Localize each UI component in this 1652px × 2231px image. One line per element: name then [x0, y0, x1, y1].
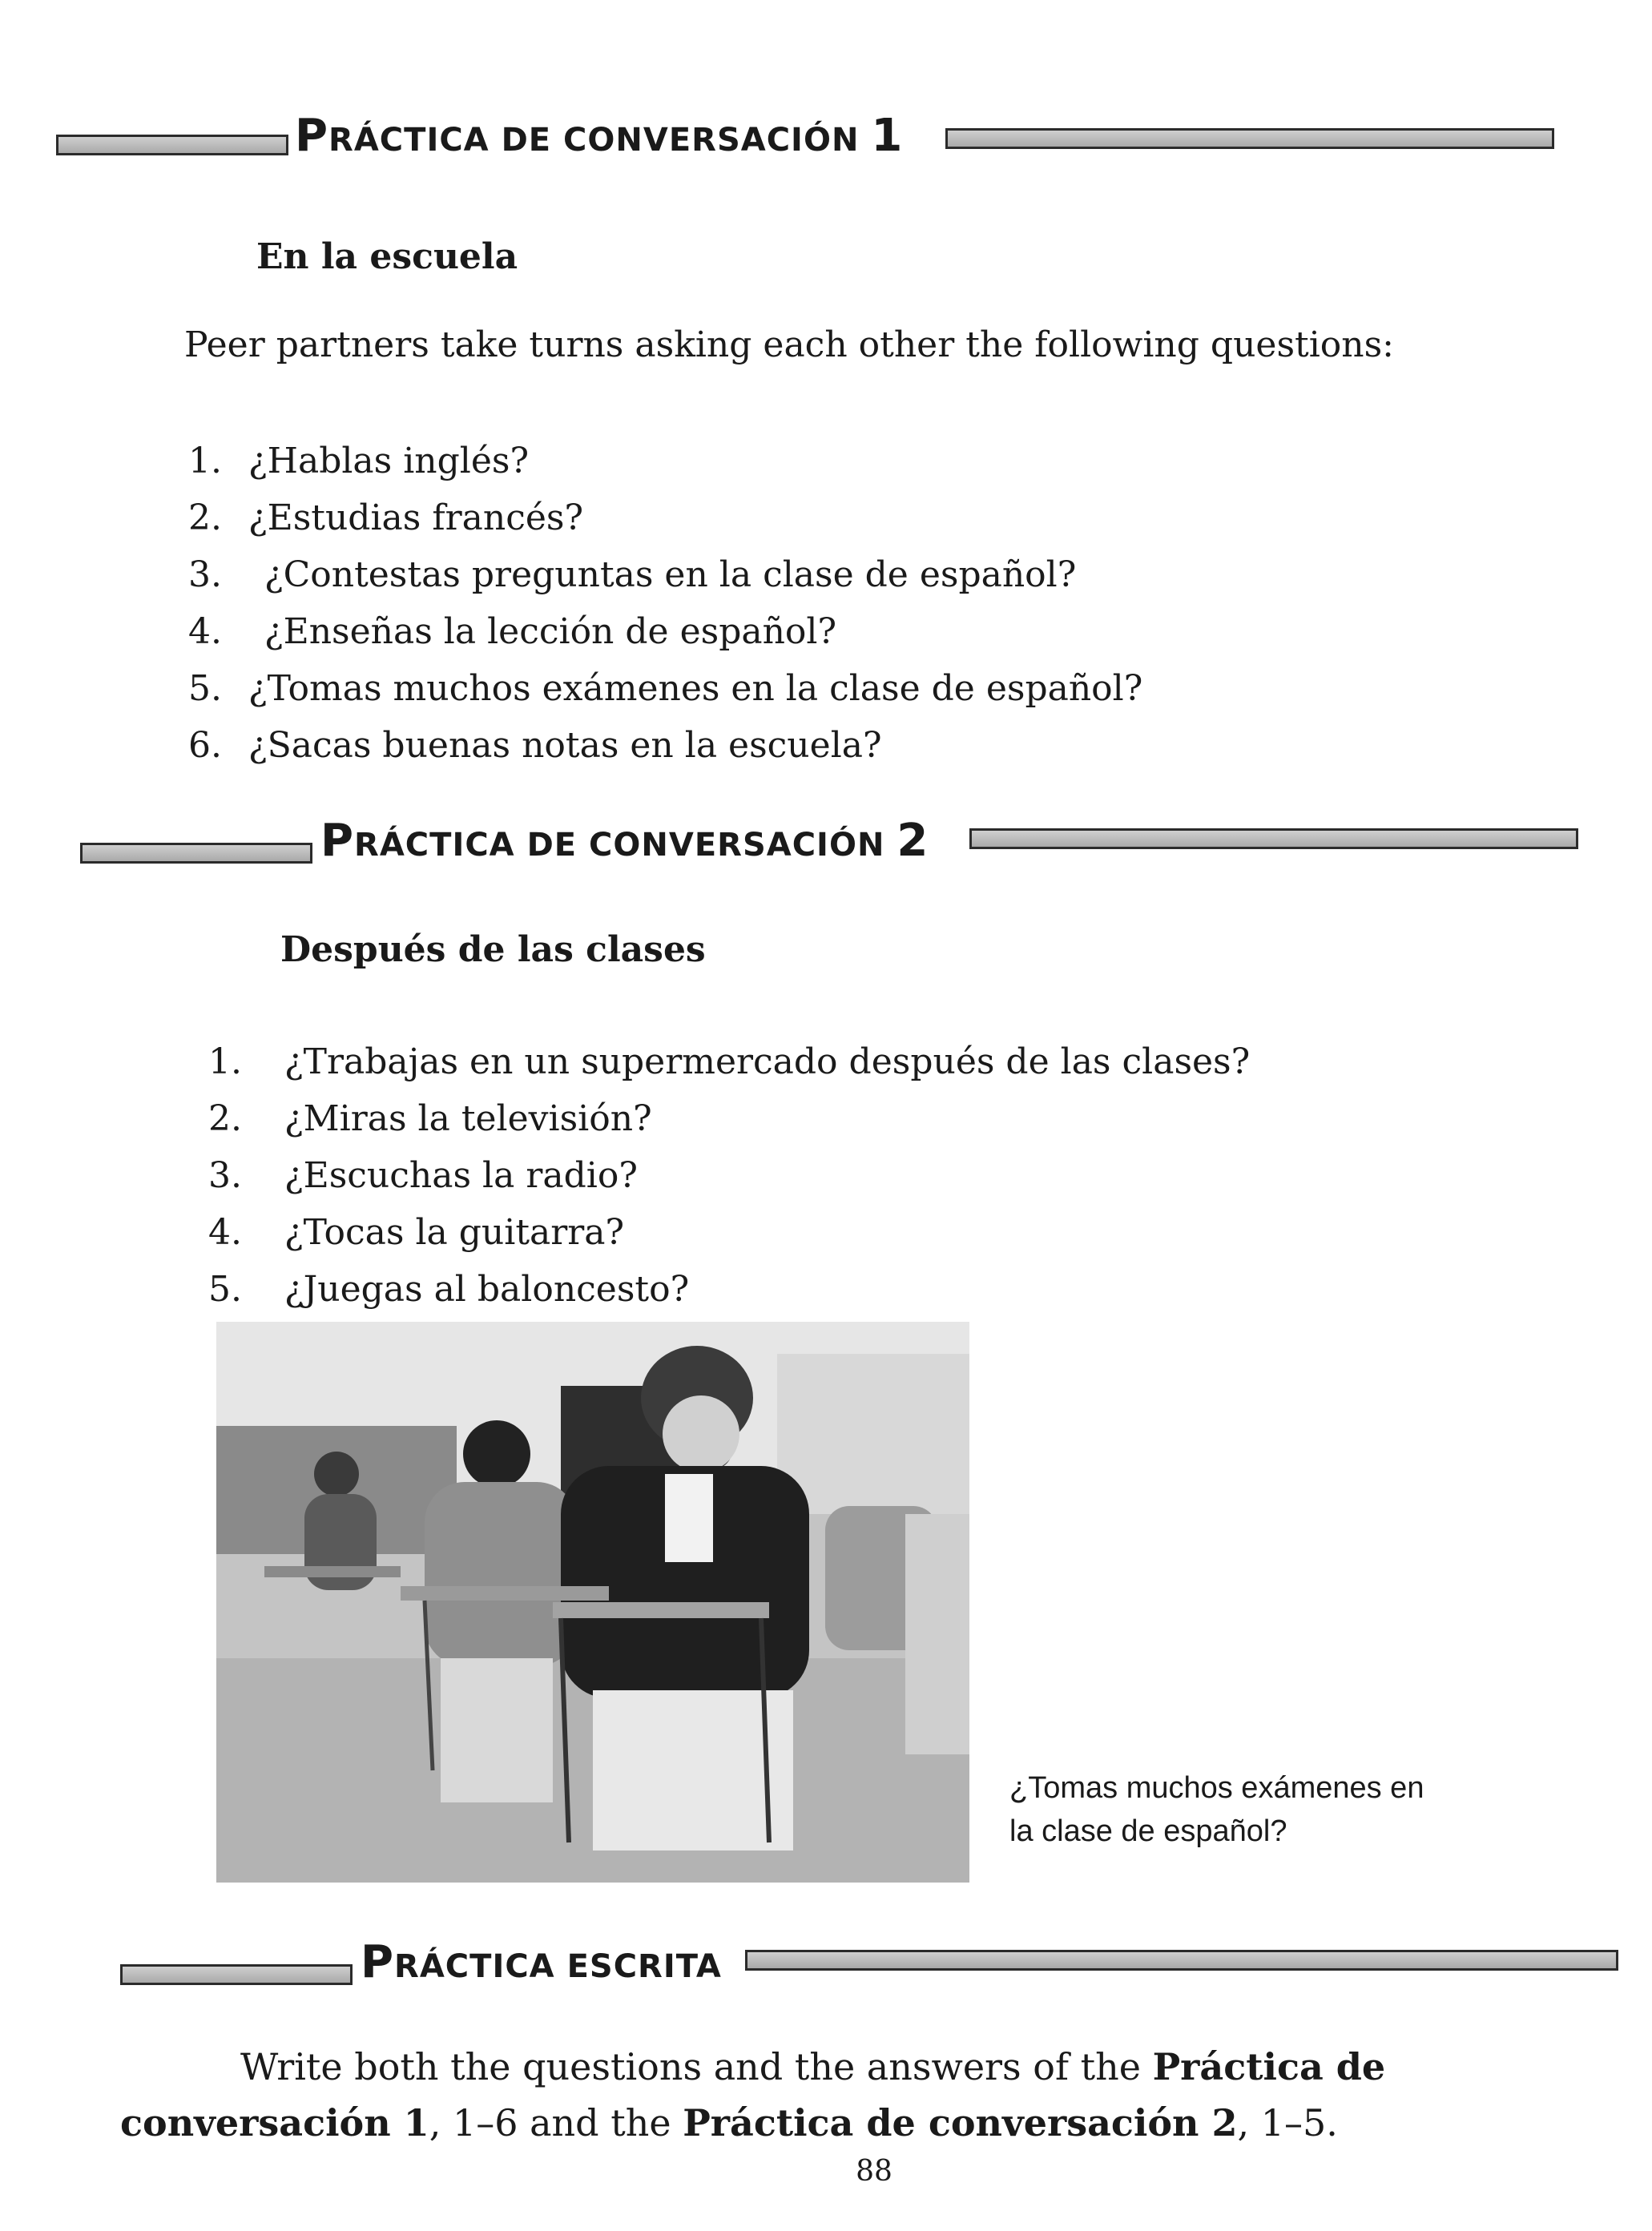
section2-header: [80, 817, 1586, 865]
list-item: 3. ¿Escuchas la radio?: [208, 1155, 638, 1196]
section3-header: [120, 1936, 1626, 1988]
list-item: 5. ¿Tomas muchos exámenes en la clase de español?: [188, 668, 1143, 709]
instructions-line1: Write both the questions and the answers of the Práctica de: [240, 2045, 1386, 2088]
section1-subtitle: En la escuela: [256, 236, 518, 277]
header-bar-right: [745, 1950, 1618, 1971]
list-item: 2. ¿Miras la televisión?: [208, 1098, 652, 1139]
classroom-exam-photo: [216, 1322, 969, 1883]
section1-title: PRÁCTICA DE CONVERSACIÓN 1: [295, 110, 904, 162]
list-item: 3. ¿Contestas preguntas en la clase de español?: [188, 554, 1077, 595]
list-item: 2. ¿Estudias francés?: [188, 497, 584, 538]
list-item: 1. ¿Trabajas en un supermercado después de las clases?: [208, 1041, 1251, 1082]
practica-escrita-instructions: [120, 2039, 1562, 2151]
list-item: 1. ¿Hablas inglés?: [188, 441, 530, 481]
list-item: 6. ¿Sacas buenas notas en la escuela?: [188, 725, 882, 766]
section2-question-list: [208, 1033, 1250, 1318]
header-bar-right: [945, 128, 1554, 149]
section2-title: PRÁCTICA DE CONVERSACIÓN 2: [320, 815, 929, 867]
instructions-line2: conversación 1, 1–6 and the Práctica de conversación 2, 1–5.: [120, 2101, 1338, 2144]
photo-caption: ¿Tomas muchos exámenes en la clase de español?: [1009, 1771, 1424, 1848]
list-item: 4. ¿Tocas la guitarra?: [208, 1212, 625, 1253]
section3-title: PRÁCTICA ESCRITA: [361, 1936, 722, 1988]
page-number: 88: [856, 2155, 892, 2188]
header-bar-left: [120, 1964, 353, 1985]
section1-header: [56, 112, 1562, 160]
header-bar-left: [56, 135, 288, 155]
section1-intro: Peer partners take turns asking each other the following questions:: [184, 324, 1395, 365]
list-item: 4. ¿Enseñas la lección de español?: [188, 611, 837, 652]
list-item: 5. ¿Juegas al baloncesto?: [208, 1269, 690, 1310]
section1-question-list: [188, 433, 1142, 774]
classroom-photo-illustration: [216, 1322, 969, 1883]
header-bar-right: [969, 828, 1578, 849]
header-bar-left: [80, 843, 312, 864]
section2-subtitle: Después de las clases: [280, 929, 706, 970]
